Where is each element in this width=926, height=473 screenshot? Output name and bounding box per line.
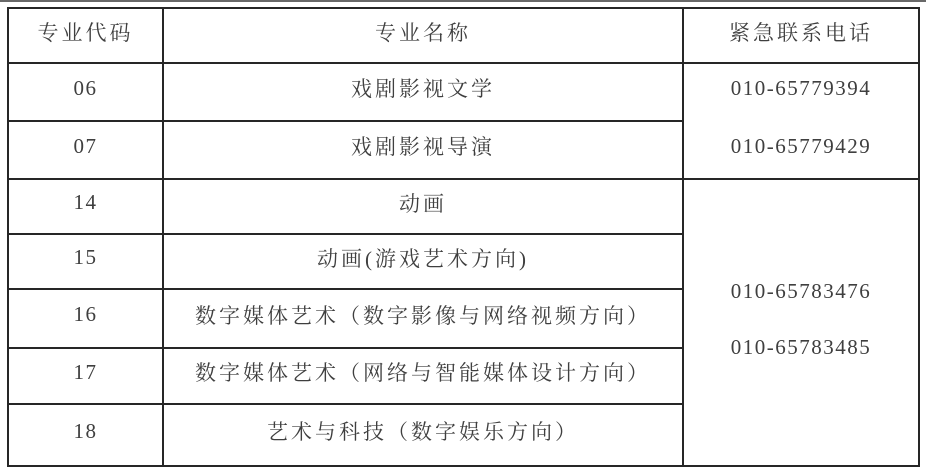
name-cell: 戏剧影视文学 xyxy=(163,63,683,121)
code-cell: 07 xyxy=(8,121,163,179)
column-header-phone: 紧急联系电话 xyxy=(683,8,919,63)
column-header-name: 专业名称 xyxy=(163,8,683,63)
name-cell: 动画 xyxy=(163,179,683,234)
code-cell: 17 xyxy=(8,348,163,404)
name-cell: 数字媒体艺术（网络与智能媒体设计方向） xyxy=(163,348,683,404)
table-row xyxy=(8,179,919,234)
phone-group-cell xyxy=(683,179,919,466)
code-cell: 14 xyxy=(8,179,163,234)
code-cell: 15 xyxy=(8,234,163,289)
name-cell: 艺术与科技（数字娱乐方向） xyxy=(163,404,683,466)
phone-group-cell xyxy=(683,63,919,179)
table-row xyxy=(8,63,919,121)
phone-number: 010-65779394 xyxy=(730,76,872,100)
name-cell: 戏剧影视导演 xyxy=(163,121,683,179)
cropped-top-border-line xyxy=(0,0,926,2)
name-cell: 动画(游戏艺术方向) xyxy=(163,234,683,289)
phone-number: 010-65783476 xyxy=(730,278,872,303)
code-cell: 18 xyxy=(8,404,163,466)
phone-number: 010-65779429 xyxy=(730,134,872,158)
majors-contact-table xyxy=(7,7,920,467)
code-cell: 16 xyxy=(8,289,163,348)
phone-number-stack xyxy=(686,77,916,157)
header-row xyxy=(8,8,919,63)
column-header-code: 专业代码 xyxy=(8,8,163,63)
name-cell: 数字媒体艺术（数字影像与网络视频方向） xyxy=(163,289,683,348)
phone-number-stack xyxy=(686,280,916,358)
phone-number: 010-65783485 xyxy=(730,334,872,359)
code-cell: 06 xyxy=(8,63,163,121)
